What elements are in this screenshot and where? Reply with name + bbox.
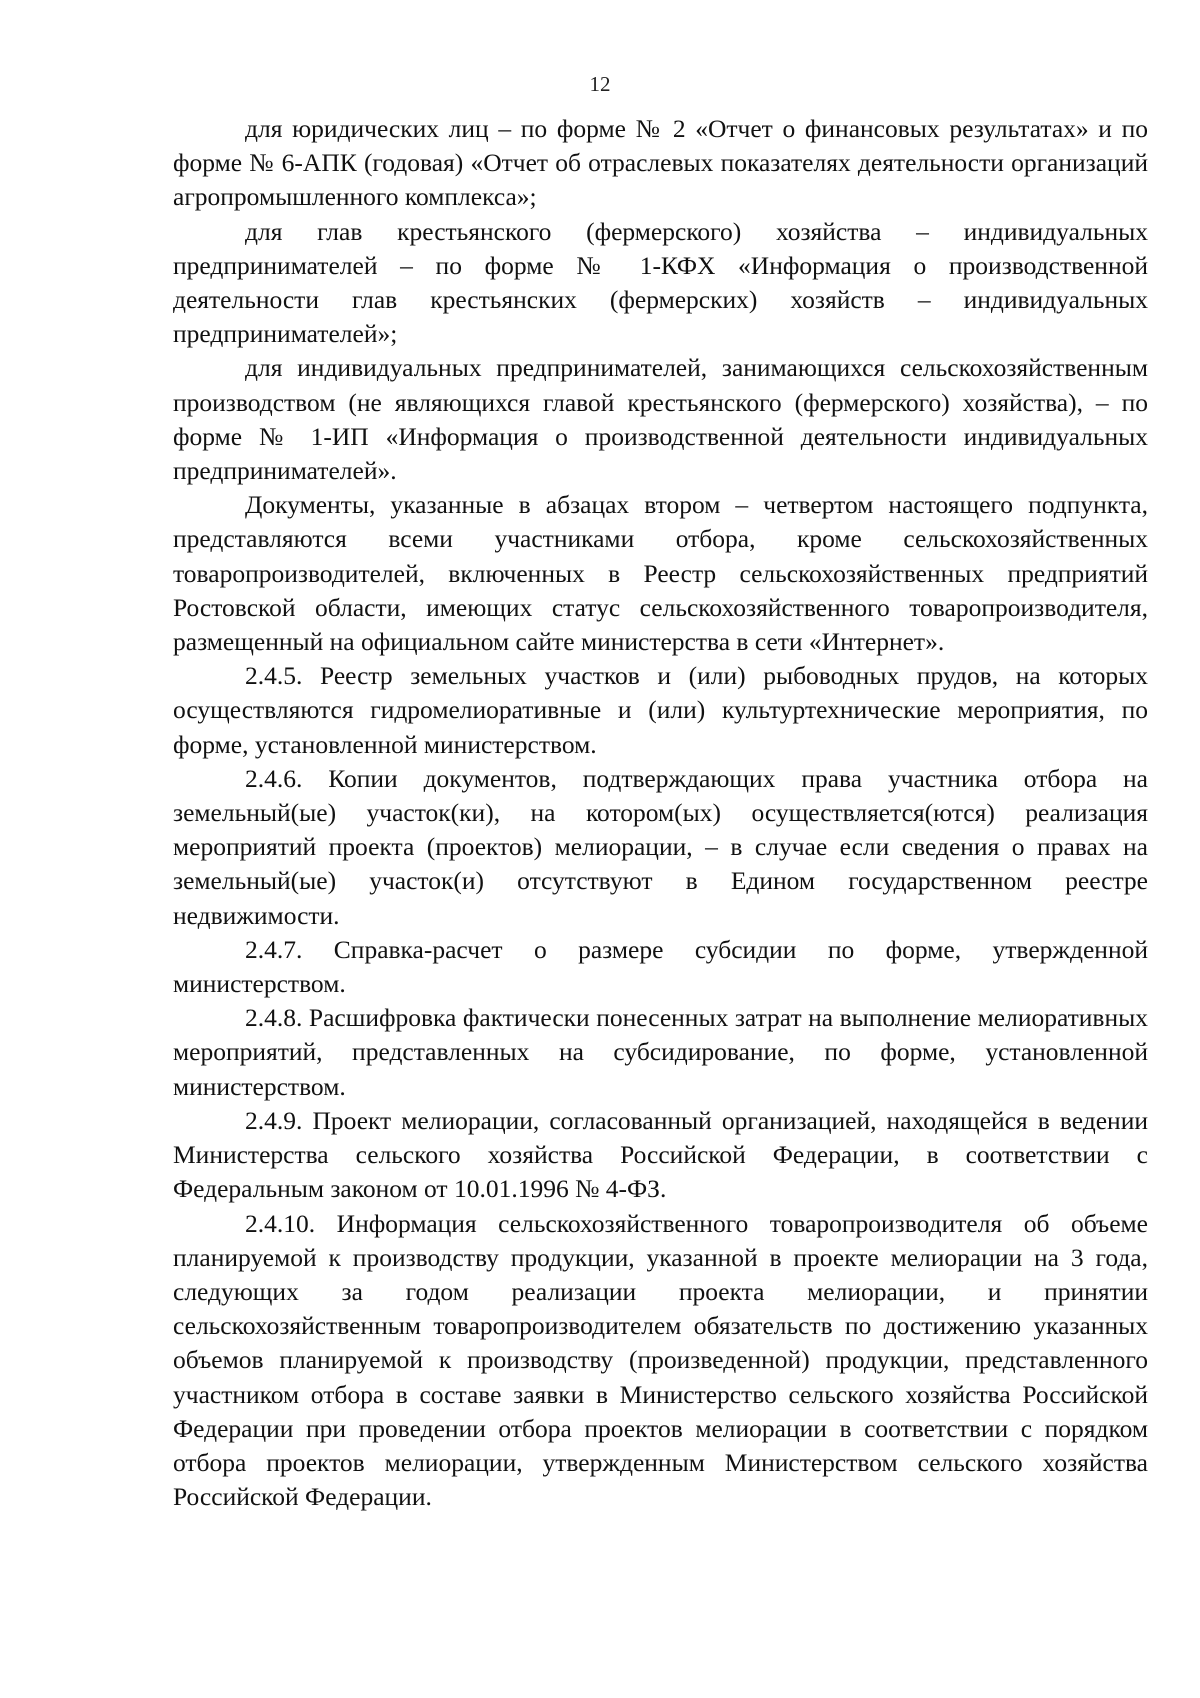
paragraph-2-4-10: 2.4.10. Информация сельскохозяйственного товаропроизводителя об объеме планируемой к производству продукции, указанной в проекте мелиорации на 3 года, следующих за годом реализации проекта мелиорации, и принятии сельскохозяйственным товаропроизводителем обязательств по достижению указанных объемов планируемой к производству (произведенной) продукции, представленного участником отбора в составе заявки в Министерство сельского хозяйства Российской Федерации при проведении отбора проектов мелиорации в соответствии с порядком отбора проектов мелиорации, утвержденным Министерством сельского хозяйства Российской Федерации. xyxy=(173,1208,1148,1512)
paragraph-2-4-8: 2.4.8. Расшифровка фактически понесенных затрат на выполнение мелиоративных мероприятий, представленных на субсидирование, по форме, установленной министерством. xyxy=(173,1003,1148,1101)
paragraph-2-4-7: 2.4.7. Справка-расчет о размере субсидии по форме, утвержденной министерством. xyxy=(173,934,1148,999)
paragraph-2-4-9: 2.4.9. Проект мелиорации, согласованный организацией, находящейся в ведении Министерства сельского хозяйства Российской Федерации, в соответствии с Федеральным законом от 10.01.1996 № 4-ФЗ. xyxy=(173,1105,1148,1204)
paragraph-legal-entities-forms: для юридических лиц – по форме № 2 «Отчет о финансовых результатах» и по форме № 6-АПК (годовая) «Отчет об отраслевых показателях деятельности организаций агропромышленного комплекса»; xyxy=(173,114,1148,212)
paragraph-2-4-5: 2.4.5. Реестр земельных участков и (или) рыбоводных прудов, на которых осуществляются гидромелиоративные и (или) культуртехнические мероприятия, по форме, установленной министерством. xyxy=(173,661,1148,759)
paragraph-2-4-6: 2.4.6. Копии документов, подтверждающих права участника отбора на земельный(ые) участок(ки), на котором(ых) осуществляется(ются) реализация мероприятий проекта (проектов) мелиорации, – в случае если сведения о правах на земельный(ые) участок(и) отсутствуют в Едином государственном реестре недвижимости. xyxy=(173,763,1148,930)
paragraph-entrepreneurs-forms: для индивидуальных предпринимателей, занимающихся сельскохозяйственным производством (не являющихся главой крестьянского (фермерского) хозяйства), – по форме № 1-ИП «Информация о производственной деятельности индивидуальных предпринимателей». xyxy=(173,353,1148,486)
page-number: 12 xyxy=(589,72,611,96)
paragraph-documents-exemption: Документы, указанные в абзацах втором – четвертом настоящего подпункта, представляются всеми участниками отбора, кроме сельскохозяйственных товаропроизводителей, включенных в Реестр сельскохозяйственных предприятий Ростовской области, имеющих статус сельскохозяйственного товаропроизводителя, размещенный на официальном сайте министерства в сети «Интернет». xyxy=(173,490,1148,657)
paragraph-farm-heads-forms: для глав крестьянского (фермерского) хозяйства – индивидуальных предпринимателей – по форме № 1-КФХ «Информация о производственной деятельности глав крестьянских (фермерских) хозяйств – индивидуальных предпринимателей»; xyxy=(173,216,1148,349)
document-body xyxy=(173,112,1148,1514)
